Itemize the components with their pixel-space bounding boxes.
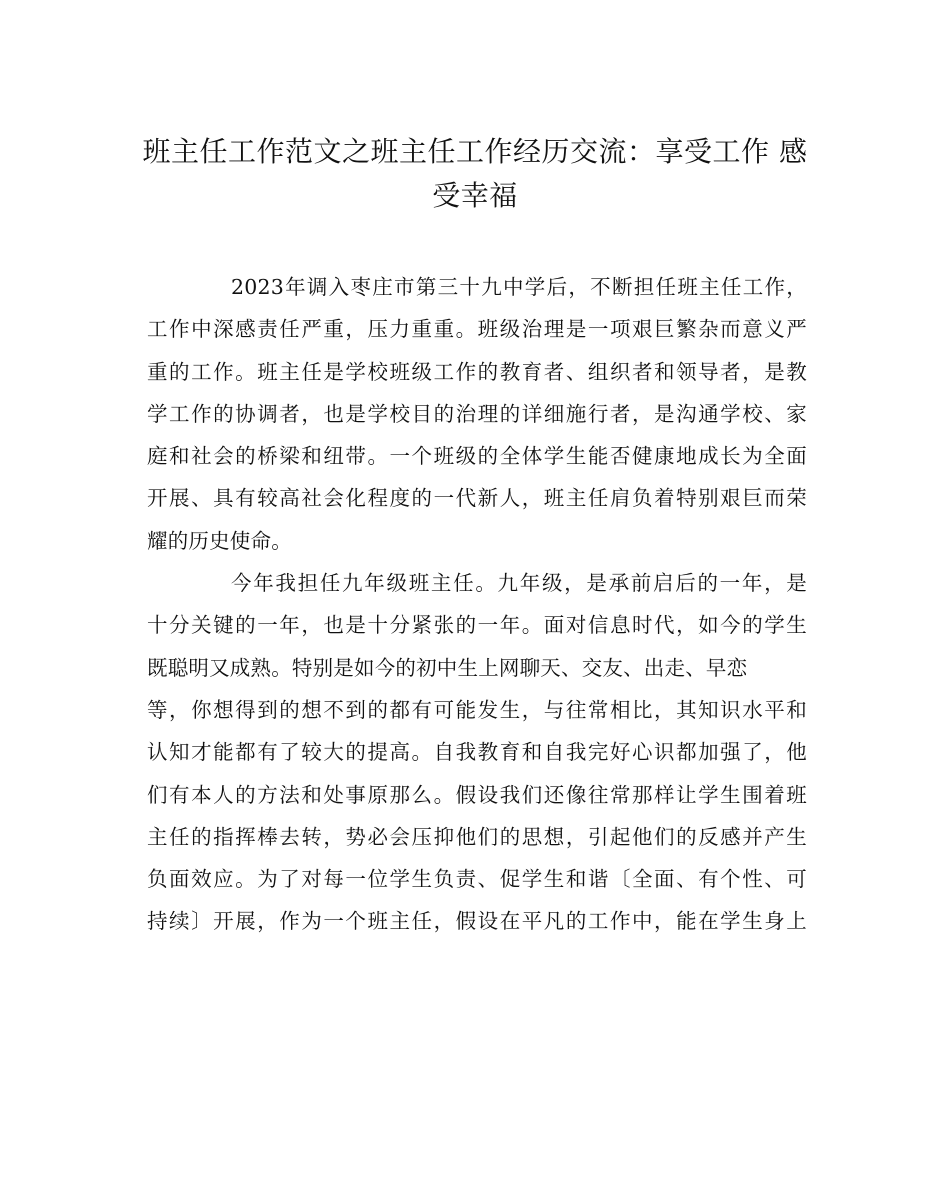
text-line: 主任的指挥棒去转，势必会压抑他们的思想，引起他们的反感并产生: [147, 824, 807, 849]
text-line: 十分关键的一年，也是十分紧张的一年。面对信息时代，如今的学生: [147, 613, 807, 638]
text-line: 今年我担任九年级班主任。九年级，是承前启后的一年，是: [231, 571, 807, 596]
text-line: 2023年调入枣庄市第三十九中学后，不断担任班主任工作，: [231, 275, 807, 299]
text-line: 认知才能都有了较大的提高。自我教育和自我完好心识都加强了，他: [147, 740, 807, 765]
text-line: 学工作的协调者，也是学校目的治理的详细施行者，是沟通学校、家: [147, 401, 807, 426]
document-title: [140, 130, 810, 218]
text-line: 工作中深感责任严重，压力重重。班级治理是一项艰巨繁杂而意义严: [147, 317, 807, 342]
text-line: 重的工作。班主任是学校班级工作的教育者、组织者和领导者，是教: [147, 359, 807, 384]
title-line: 班主任工作范文之班主任工作经历交流：享受工作 感: [142, 135, 808, 168]
document-body: [147, 266, 807, 943]
text-line: 庭和社会的桥梁和纽带。一个班级的全体学生能否健康地成长为全面: [147, 444, 807, 469]
text-line: 们有本人的方法和处事原那么。假设我们还像往常那样让学生围着班: [147, 782, 807, 807]
text-line: 耀的历史使命。: [147, 528, 292, 553]
text-line: 等，你想得到的想不到的都有可能发生，与往常相比，其知识水平和: [147, 697, 807, 722]
text-line: 既聪明又成熟。特别是如今的初中生上网聊天、交友、出走、早恋: [147, 655, 748, 680]
paragraph-1: [147, 266, 807, 562]
text-line: 持续〕开展，作为一个班主任，假设在平凡的工作中，能在学生身上: [147, 909, 807, 934]
text-line: 负面效应。为了对每一位学生负责、促学生和谐〔全面、有个性、可: [147, 867, 807, 892]
paragraph-2: [147, 562, 807, 943]
text-line: 开展、具有较高社会化程度的一代新人，班主任肩负着特别艰巨而荣: [147, 486, 807, 511]
title-line: 受幸福: [432, 179, 518, 212]
